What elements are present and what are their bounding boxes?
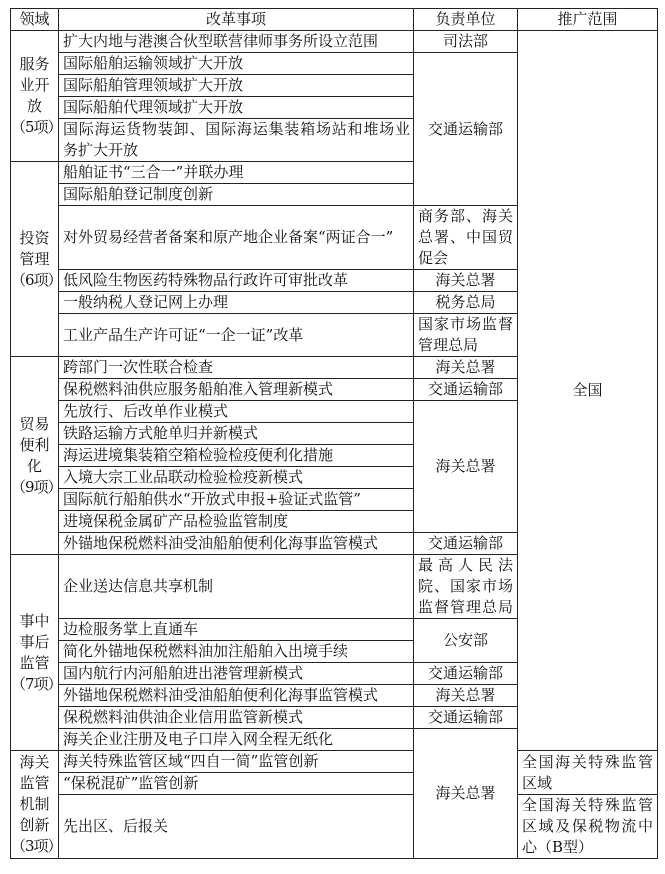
domain-label-line: 管理 bbox=[19, 249, 50, 268]
reform-item-cell bbox=[59, 31, 414, 53]
domain-label-line: 事中 bbox=[19, 611, 50, 630]
reform-item-text: 海关特殊监管区域“四自一简”监管创新 bbox=[63, 752, 319, 770]
header-reform-item: 改革事项 bbox=[59, 9, 414, 31]
domain-label-line: 创新 bbox=[19, 816, 50, 834]
reform-item-text: 国际船舶登记制度创新 bbox=[63, 185, 214, 203]
domain-cell-customs-supervision-innovation bbox=[11, 751, 62, 859]
reform-item-cell bbox=[59, 162, 414, 184]
domain-item-count: （7项） bbox=[11, 674, 62, 693]
department-text: 海关总署 bbox=[435, 686, 496, 704]
department-text: 交通运输部 bbox=[427, 664, 503, 682]
reform-item-text: 入境大宗工业品联动检验检疫新模式 bbox=[63, 468, 304, 486]
reform-item-cell bbox=[59, 511, 414, 533]
reform-item-cell bbox=[59, 467, 414, 489]
department-text: 海关总署 bbox=[435, 784, 496, 802]
reform-item-text: “保税混矿”监管创新 bbox=[63, 774, 199, 792]
reform-table bbox=[10, 8, 658, 859]
reform-item-text: 工业产品生产许可证“一企一证”改革 bbox=[63, 325, 304, 344]
reform-item-text: 跨部门一次性联合检查 bbox=[63, 358, 214, 376]
domain-item-count: （6项） bbox=[11, 270, 62, 289]
reform-item-text: 铁路运输方式舱单归并新模式 bbox=[63, 424, 259, 442]
reform-item-cell bbox=[59, 773, 414, 795]
domain-label-line: 化 bbox=[26, 456, 42, 475]
department-cell bbox=[414, 292, 518, 314]
department-text: 公安部 bbox=[442, 631, 488, 649]
scope-text: 区域 bbox=[522, 773, 553, 792]
reform-item-cell bbox=[59, 619, 414, 641]
reform-item-text: 保税燃料油供油企业信用监管新模式 bbox=[63, 708, 304, 726]
reform-item-text: 对外贸易经营者备案和原产地企业备案“两证合一” bbox=[63, 228, 394, 246]
department-cell bbox=[414, 379, 518, 401]
reform-item-cell bbox=[59, 206, 414, 270]
reform-item-text: 国际船舶运输领域扩大开放 bbox=[63, 54, 244, 72]
reform-item-text: 国际船舶管理领域扩大开放 bbox=[63, 76, 244, 94]
reform-item-cell bbox=[59, 75, 414, 97]
domain-item-count: （3项） bbox=[11, 837, 62, 855]
domain-item-count: （5项） bbox=[11, 118, 62, 136]
reform-item-text: 先放行、后改单作业模式 bbox=[63, 402, 229, 420]
domain-cell-trade-facilitation bbox=[11, 357, 62, 555]
reform-item-text: 国际航行船舶供水“开放式申报+验证式监管” bbox=[63, 490, 361, 508]
department-text: 院、国家市场 bbox=[418, 577, 513, 595]
reform-item-text: 简化外锚地保税燃料油加注船舶入出境手续 bbox=[63, 642, 349, 660]
department-cell bbox=[414, 401, 518, 533]
reform-item-cell bbox=[59, 533, 414, 555]
reform-item-cell bbox=[59, 555, 414, 619]
reform-item-text: 船舶证书“三合一”并联办理 bbox=[63, 163, 244, 181]
reform-item-text: 低风险生物医药特殊物品行政许可审批改革 bbox=[63, 271, 349, 289]
department-cell bbox=[414, 707, 518, 729]
reform-item-cell bbox=[59, 707, 414, 729]
domain-cell-investment-management bbox=[11, 162, 62, 357]
reform-item-cell bbox=[59, 663, 414, 685]
scope-cell bbox=[518, 751, 658, 795]
table-row bbox=[11, 31, 658, 53]
domain-cell-interim-and-post-supervision bbox=[11, 555, 62, 751]
reform-item-text: 外锚地保税燃料油受油船舶便利化海事监管模式 bbox=[63, 534, 379, 552]
reform-item-cell bbox=[59, 270, 414, 292]
reform-item-text: 海关企业注册及电子口岸入网全程无纸化 bbox=[63, 730, 334, 748]
reform-item-text: 国际船舶代理领域扩大开放 bbox=[63, 98, 244, 116]
department-text: 总署、中国贸 bbox=[418, 228, 513, 246]
header-department: 负责单位 bbox=[414, 9, 518, 31]
department-text: 管理总局 bbox=[418, 336, 479, 354]
scope-text: 全国海关特殊监管 bbox=[522, 796, 653, 814]
reform-item-cell bbox=[59, 445, 414, 467]
department-text: 交通运输部 bbox=[427, 119, 503, 138]
scope-text: 区域及保税物流中 bbox=[522, 817, 653, 835]
department-cell bbox=[414, 663, 518, 685]
header-domain: 领域 bbox=[11, 9, 59, 31]
domain-label-line: 投资 bbox=[19, 228, 50, 247]
reform-item-text: 保税燃料油供应服务船舶准入管理新模式 bbox=[63, 380, 334, 398]
department-cell bbox=[414, 53, 518, 206]
department-text: 海关总署 bbox=[435, 271, 496, 289]
domain-label-line: 服务 bbox=[19, 55, 50, 73]
department-cell bbox=[414, 31, 518, 53]
table-row bbox=[11, 795, 658, 859]
department-cell bbox=[414, 357, 518, 379]
reform-item-text: 国内航行内河船舶进出港管理新模式 bbox=[63, 664, 304, 682]
reform-item-text: 先出区、后报关 bbox=[63, 817, 169, 835]
reform-item-cell bbox=[59, 751, 414, 773]
domain-label-line: 监管 bbox=[19, 653, 50, 672]
reform-item-cell bbox=[59, 357, 414, 379]
reform-item-cell bbox=[59, 292, 414, 314]
reform-item-cell bbox=[59, 423, 414, 445]
reform-item-text: 务扩大开放 bbox=[63, 141, 139, 159]
department-text: 海关总署 bbox=[435, 358, 496, 376]
scope-text: 全国海关特殊监管 bbox=[522, 752, 653, 771]
reform-item-text: 企业送达信息共享机制 bbox=[63, 577, 214, 595]
domain-label-line: 放 bbox=[26, 97, 42, 115]
reform-item-text: 进境保税金属矿产品检验监管制度 bbox=[63, 512, 289, 530]
reform-item-text: 海运进境集装箱空箱检验检疫便利化措施 bbox=[63, 446, 334, 464]
department-text: 海关总署 bbox=[435, 457, 496, 475]
reform-item-cell bbox=[59, 685, 414, 707]
scope-cell bbox=[518, 795, 658, 859]
reform-item-cell bbox=[59, 184, 414, 206]
department-text: 税务总局 bbox=[435, 293, 496, 311]
department-cell bbox=[414, 729, 518, 859]
reform-item-text: 边检服务掌上直通车 bbox=[63, 620, 199, 638]
reform-item-text: 一般纳税人登记网上办理 bbox=[63, 293, 229, 311]
reform-item-cell bbox=[59, 401, 414, 423]
reform-item-text: 扩大内地与港澳合伙型联营律师事务所设立范围 bbox=[63, 32, 379, 50]
department-cell bbox=[414, 555, 518, 619]
scope-text: 全国 bbox=[572, 381, 603, 399]
department-text: 最高人民法 bbox=[418, 556, 513, 574]
domain-label-line: 便利 bbox=[19, 435, 50, 454]
domain-item-count: （9项） bbox=[11, 477, 62, 496]
scope-cell bbox=[518, 31, 658, 751]
reform-item-cell bbox=[59, 795, 414, 859]
domain-cell-service-opening bbox=[11, 31, 62, 162]
reform-item-cell bbox=[59, 97, 414, 119]
reform-item-text: 国际海运货物装卸、国际海运集装箱场站和堆场业 bbox=[63, 120, 410, 138]
department-text: 国家市场监督 bbox=[418, 315, 513, 333]
domain-label-line: 机制 bbox=[19, 795, 50, 813]
domain-label-line: 业开 bbox=[19, 76, 50, 94]
department-cell bbox=[414, 533, 518, 555]
reform-item-text: 外锚地保税燃料油受油船舶便利化海事监管模式 bbox=[63, 686, 379, 704]
header-row bbox=[11, 9, 658, 31]
reform-item-cell bbox=[59, 489, 414, 511]
department-cell bbox=[414, 270, 518, 292]
reform-item-cell bbox=[59, 379, 414, 401]
department-text: 商务部、海关 bbox=[418, 207, 513, 225]
department-text: 交通运输部 bbox=[427, 534, 503, 552]
department-text: 监督管理总局 bbox=[418, 598, 513, 616]
reform-item-cell bbox=[59, 641, 414, 663]
domain-label-line: 海关 bbox=[19, 753, 50, 771]
department-cell bbox=[414, 619, 518, 663]
department-cell bbox=[414, 206, 518, 270]
department-cell bbox=[414, 685, 518, 707]
reform-item-cell bbox=[59, 53, 414, 75]
reform-item-cell bbox=[59, 119, 414, 162]
header-scope: 推广范围 bbox=[518, 9, 658, 31]
scope-text: 心（B型） bbox=[522, 838, 594, 856]
domain-label-line: 事后 bbox=[19, 632, 50, 651]
department-text: 司法部 bbox=[442, 32, 488, 50]
reform-item-cell bbox=[59, 729, 414, 751]
reform-item-cell bbox=[59, 314, 414, 357]
domain-label-line: 监管 bbox=[19, 774, 50, 792]
department-text: 促会 bbox=[418, 249, 449, 267]
domain-label-line: 贸易 bbox=[19, 414, 50, 433]
table-row bbox=[11, 751, 658, 773]
department-cell bbox=[414, 314, 518, 357]
department-text: 交通运输部 bbox=[427, 380, 503, 398]
department-text: 交通运输部 bbox=[427, 708, 503, 726]
